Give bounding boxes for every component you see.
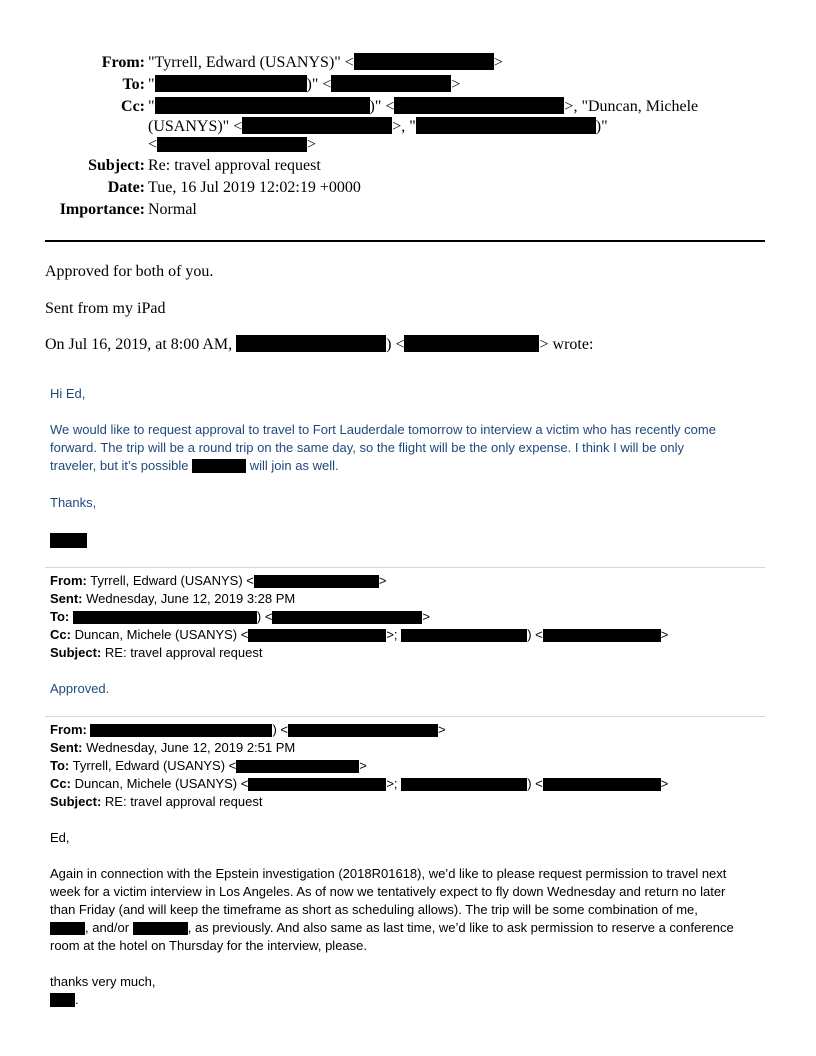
redaction-box (155, 75, 307, 92)
header-from-label: From: (101, 54, 145, 71)
header-divider (45, 240, 765, 242)
hdr3-from-close: > (438, 722, 446, 737)
hdr2-cc-mid2: ) < (527, 627, 543, 642)
header-cc-mid1: )" < (369, 98, 395, 115)
hdr2-cc-mid1: >; (386, 627, 398, 642)
msg3-line-2: week for a victim interview in Los Angeles. As of now we tentatively expect to fly down Wednesday and return no later (50, 884, 726, 899)
quote-mid: ) < (386, 336, 405, 353)
hdr3-to-label: To: (50, 758, 70, 773)
header-from-close: > (493, 54, 503, 71)
redaction-box (401, 778, 527, 791)
separator-1 (45, 567, 765, 568)
redaction-box (254, 575, 379, 588)
hdr3-sent (50, 739, 295, 757)
msg3-line-5: room at the hotel on Thursday for the interview, please. (50, 938, 367, 953)
hdr3-to-close: > (359, 758, 367, 773)
hdr3-cc-label: Cc: (50, 776, 71, 791)
hdr2-subject (50, 644, 262, 662)
hdr2-from (50, 572, 386, 590)
redaction-box (394, 97, 564, 114)
hdr2-to (50, 608, 430, 626)
redaction-box (157, 137, 307, 152)
header-subject-label: Subject: (88, 157, 145, 174)
header-cc-line2-c: )" (595, 118, 608, 135)
header-importance-label: Importance: (59, 201, 145, 218)
hdr2-from-label: From: (50, 573, 87, 588)
header-importance-value: Normal (148, 201, 197, 218)
msg1-line-3b: will join as well. (249, 458, 339, 473)
hdr3-cc-close: > (660, 776, 669, 791)
msg1-thanks: Thanks, (50, 495, 97, 510)
hdr3-cc-mid2: ) < (527, 776, 543, 791)
hdr3-sent-label: Sent: (50, 740, 83, 755)
msg3-greeting: Ed, (50, 830, 70, 845)
header-from-value: "Tyrrell, Edward (USANYS)" < (148, 54, 354, 71)
msg3-line-4b: , as previously. And also same as last time, we’d like to ask permission to reserve a conference (187, 920, 734, 935)
redaction-box (272, 611, 422, 624)
msg3-line-3: than Friday (and will keep the timeframe as short as scheduling allows). The trip will be some combination of me, (50, 902, 698, 917)
hdr3-subject-label: Subject: (50, 794, 102, 809)
msg1-line-2: forward. The trip will be a round trip on the same day, so the flight will be the only expense. I think I will be only (50, 440, 684, 455)
hdr2-cc-label: Cc: (50, 627, 71, 642)
hdr3-subject-value: RE: travel approval request (104, 794, 263, 809)
header-cc-mid2: >, "Duncan, Michele (564, 98, 699, 115)
hdr2-sent-label: Sent: (50, 591, 83, 606)
quote-suffix: > wrote: (539, 336, 594, 353)
redaction-box (50, 922, 85, 935)
header-cc-line3-open: < (148, 136, 158, 153)
header-cc-line3-close: > (307, 136, 317, 153)
header-to-label: To: (122, 76, 145, 93)
msg3-signature-end: . (75, 992, 79, 1007)
hdr2-sent (50, 590, 295, 608)
header-date-label: Date: (107, 179, 145, 196)
redaction-box (331, 75, 451, 92)
redaction-box (236, 335, 386, 352)
hdr3-to-value: Tyrrell, Edward (USANYS) < (72, 758, 237, 773)
hdr2-subject-value: RE: travel approval request (104, 645, 263, 660)
msg3-closing: thanks very much, (50, 974, 156, 989)
redaction-box (50, 533, 87, 548)
redaction-box (416, 117, 596, 134)
msg1-signature (50, 532, 87, 550)
header-cc-line2-a: (USANYS)" < (148, 118, 243, 135)
header-cc-line2-b: >, " (392, 118, 416, 135)
msg3-line-4a: , and/or (85, 920, 130, 935)
header-to-close: > (451, 76, 461, 93)
msg1-line-1: We would like to request approval to travel to Fort Lauderdale tomorrow to interview a victim who has recently come (50, 422, 716, 437)
hdr3-from-label: From: (50, 722, 87, 737)
redaction-box (133, 922, 188, 935)
redaction-box (155, 97, 370, 114)
hdr2-from-close: > (378, 573, 387, 588)
redaction-box (236, 760, 359, 773)
hdr2-to-close: > (422, 609, 431, 624)
header-cc-open: " (148, 98, 155, 115)
quote-intro (45, 335, 593, 355)
hdr2-from-value: Tyrrell, Edward (USANYS) < (90, 573, 254, 588)
header-cc-label: Cc: (121, 98, 145, 115)
hdr2-body: Approved. (50, 681, 110, 696)
hdr2-cc-value: Duncan, Michele (USANYS) < (74, 627, 249, 642)
redaction-box (192, 459, 246, 473)
redaction-box (288, 724, 438, 737)
hdr2-sent-value: Wednesday, June 12, 2019 3:28 PM (86, 591, 296, 606)
redaction-box (242, 117, 392, 134)
hdr2-to-label: To: (50, 609, 70, 624)
reply-line-1: Approved for both of you. (45, 263, 214, 280)
msg3-signature (50, 991, 79, 1009)
msg1-line-3 (50, 457, 339, 475)
redaction-box (90, 724, 272, 737)
header-date-value: Tue, 16 Jul 2019 12:02:19 +0000 (148, 179, 361, 196)
redaction-box (50, 993, 75, 1007)
hdr3-from-mid: ) < (272, 722, 289, 737)
redaction-box (248, 629, 386, 642)
hdr2-cc (50, 626, 668, 644)
msg3-line-1: Again in connection with the Epstein investigation (2018R01618), we’d like to please request permission to travel next (50, 866, 727, 881)
redaction-box (401, 629, 527, 642)
hdr3-subject (50, 793, 262, 811)
hdr3-cc-value: Duncan, Michele (USANYS) < (74, 776, 249, 791)
msg1-greeting: Hi Ed, (50, 386, 86, 401)
hdr2-cc-close: > (660, 627, 669, 642)
redaction-box (404, 335, 539, 352)
header-subject-value: Re: travel approval request (148, 157, 321, 174)
hdr3-cc-mid1: >; (386, 776, 398, 791)
header-to-open: " (148, 76, 155, 93)
hdr2-to-mid: ) < (256, 609, 273, 624)
redaction-box (73, 611, 257, 624)
hdr3-from (50, 721, 446, 739)
reply-line-2: Sent from my iPad (45, 300, 166, 317)
header-to-mid: )" < (306, 76, 332, 93)
redaction-box (543, 629, 661, 642)
hdr3-to (50, 757, 367, 775)
quote-prefix: On Jul 16, 2019, at 8:00 AM, (45, 336, 233, 353)
hdr2-subject-label: Subject: (50, 645, 102, 660)
redaction-box (354, 53, 494, 70)
msg3-line-4 (50, 919, 734, 937)
msg1-line-3a: traveler, but it’s possible (50, 458, 189, 473)
redaction-box (543, 778, 661, 791)
redaction-box (248, 778, 386, 791)
separator-2 (45, 716, 765, 717)
hdr3-cc (50, 775, 668, 793)
hdr3-sent-value: Wednesday, June 12, 2019 2:51 PM (86, 740, 296, 755)
